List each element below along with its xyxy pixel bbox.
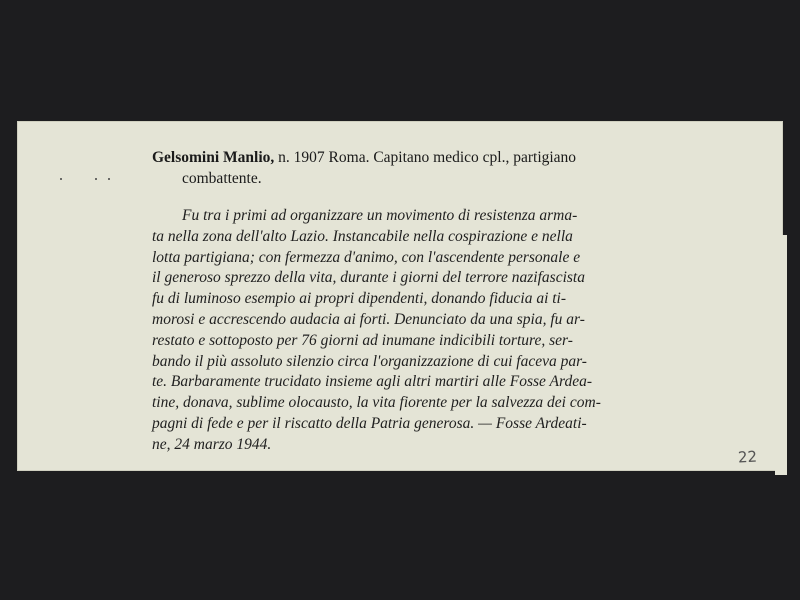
entry-details: n. 1907 Roma. Capitano medico cpl., partigiano xyxy=(274,149,577,166)
entry-role: combattente. xyxy=(182,170,262,187)
citation-line: ne, 24 marzo 1944. xyxy=(152,435,272,453)
citation-line: tine, donava, sublime olocausto, la vita fiorente per la salvezza dei com- xyxy=(152,394,601,412)
paper-speck xyxy=(95,178,97,180)
citation-line: pagni di fede e per il riscatto della Patria generosa. — Fosse Ardeati- xyxy=(152,414,587,432)
citation-line: Fu tra i primi ad organizzare un movimento di resistenza arma- xyxy=(182,207,578,224)
citation-line: lotta partigiana; con fermezza d'animo, con l'ascendente personale e xyxy=(152,248,581,266)
entry-name: Gelsomini Manlio, xyxy=(152,149,275,166)
citation-line: il generoso sprezzo della vita, durante i giorni del terrore nazifascista xyxy=(152,269,585,287)
citation-line: bando il più assoluto silenzio circa l'organizzazione di cui faceva par- xyxy=(152,352,587,370)
citation-line: fu di luminoso esempio ai propri dipendenti, donando fiducia ai ti- xyxy=(152,290,567,308)
citation-line: ta nella zona dell'alto Lazio. Instancabile nella cospirazione e nella xyxy=(152,227,573,245)
citation-line: morosi e accrescendo audacia ai forti. Denunciato da una spia, fu ar- xyxy=(152,310,585,328)
handwritten-page-number: 22 xyxy=(737,447,758,467)
citation-text xyxy=(152,206,652,456)
entry-heading xyxy=(152,147,672,189)
paper-torn-edge xyxy=(775,235,787,475)
paper-speck xyxy=(60,178,62,180)
citation-line: te. Barbaramente trucidato insieme agli altri martiri alle Fosse Ardea- xyxy=(152,373,592,391)
paper-speck xyxy=(108,178,110,180)
citation-line: restato e sottoposto per 76 giorni ad inumane indicibili torture, ser- xyxy=(152,331,573,349)
